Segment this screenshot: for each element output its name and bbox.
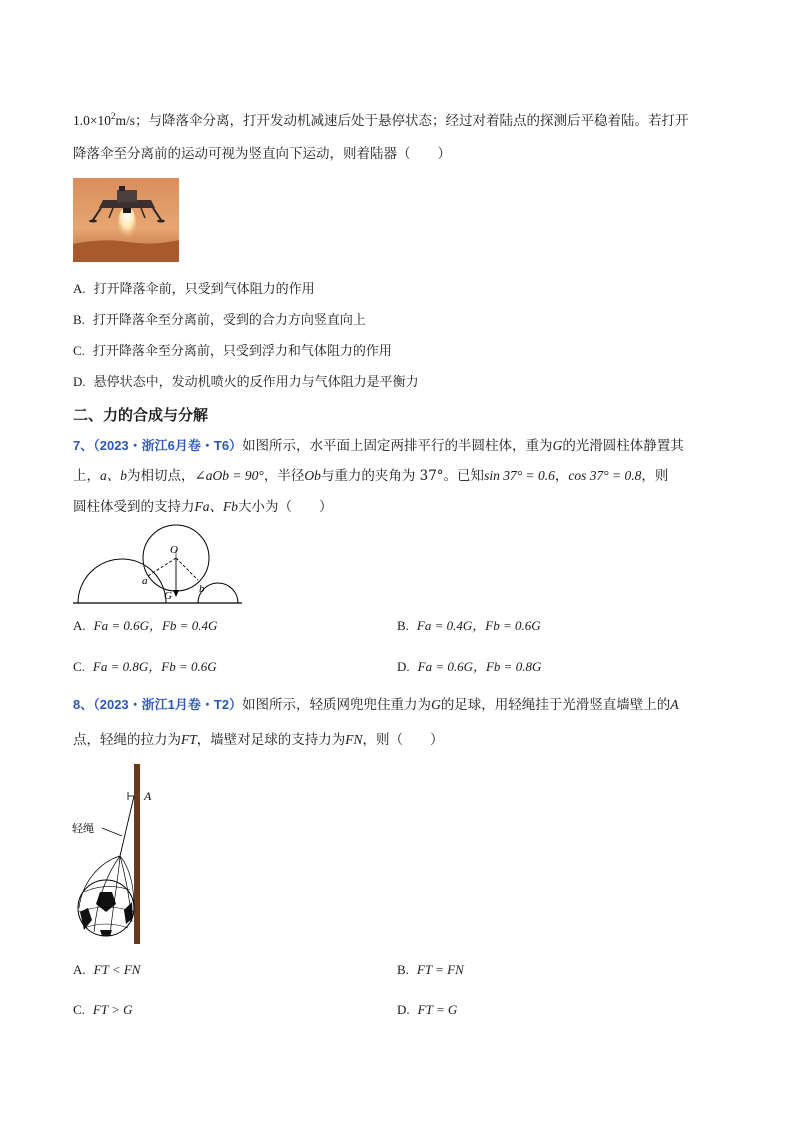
q7-option-d: D. Fa = 0.6G，Fb = 0.8G — [397, 659, 542, 674]
q6-line-1 — [73, 106, 689, 131]
section-heading: 二、力的合成与分解 — [73, 406, 209, 424]
q7-option-a: A. Fa = 0.6G，Fb = 0.4G — [73, 618, 218, 633]
q7-option-b: B. Fa = 0.4G，Fb = 0.6G — [397, 618, 541, 633]
q8-option-a: A. FT < FN — [73, 962, 141, 977]
q6-speed-unit: m/s — [115, 113, 136, 128]
q8-line-2: 点，轻绳的拉力为FT，墙壁对足球的支持力为FN，则（ ） — [73, 732, 444, 748]
q8-line-1: 8、（2023・浙江1月卷・T2）如图所示，轻质网兜兜住重力为G的足球，用轻绳挂于光滑竖直墙壁上的A — [73, 697, 679, 713]
q8-option-c: C. FT > G — [73, 1002, 133, 1017]
q6-option-b: B. 打开降落伞至分离前，受到的合力方向竖直向上 — [73, 312, 366, 328]
q7-label-a: a — [142, 575, 148, 587]
q7-option-c: C. Fa = 0.8G，Fb = 0.6G — [73, 659, 217, 674]
q8-label-rope: 轻绳 — [72, 822, 94, 835]
q6-line-2: 降落伞至分离前的运动可视为竖直向下运动，则着陆器（ ） — [73, 146, 451, 162]
q7-number: 7、 — [73, 438, 94, 453]
q8-option-d: D. FT = G — [397, 1002, 458, 1017]
q6-speed-value: 1.0×10 — [73, 113, 111, 128]
q7-line-3: 圆柱体受到的支持力Fa、Fb大小为（ ） — [73, 499, 333, 515]
q6-line-1-text: ；与降落伞分离，打开发动机减速后处于悬停状态；经过对着陆点的探测后平稳着陆。若打开 — [135, 113, 689, 129]
q7-source: （2023・浙江6月卷・T6） — [93, 438, 243, 453]
q7-line-1: 7、（2023・浙江6月卷・T6）如图所示，水平面上固定两排平行的半圆柱体，重为G的光滑圆柱体静置其 — [73, 438, 684, 454]
q7-cylinder-figure — [72, 524, 244, 606]
q8-number: 8、 — [73, 697, 94, 712]
q7-line-2: 上，a、b为相切点，∠aOb = 90°，半径Ob与重力的夹角为 37°。已知sin 37° = 0.6，cos 37° = 0.8，则 — [73, 468, 669, 484]
q8-source: （2023・浙江1月卷・T2） — [93, 697, 243, 712]
lander-photo — [73, 178, 179, 262]
q6-option-a: A. 打开降落伞前，只受到气体阻力的作用 — [73, 281, 315, 297]
q8-football-figure — [70, 762, 170, 947]
q7-label-b: b — [199, 583, 205, 595]
q7-label-g: G — [164, 590, 172, 602]
q7-label-o: O — [170, 544, 178, 556]
q6-option-d: D. 悬停状态中，发动机喷火的反作用力与气体阻力是平衡力 — [73, 374, 419, 390]
q8-option-b: B. FT = FN — [397, 962, 464, 977]
q8-label-a: A — [144, 789, 152, 803]
q6-speed-exponent: 2 — [111, 111, 116, 121]
q6-option-c: C. 打开降落伞至分离前，只受到浮力和气体阻力的作用 — [73, 343, 392, 359]
